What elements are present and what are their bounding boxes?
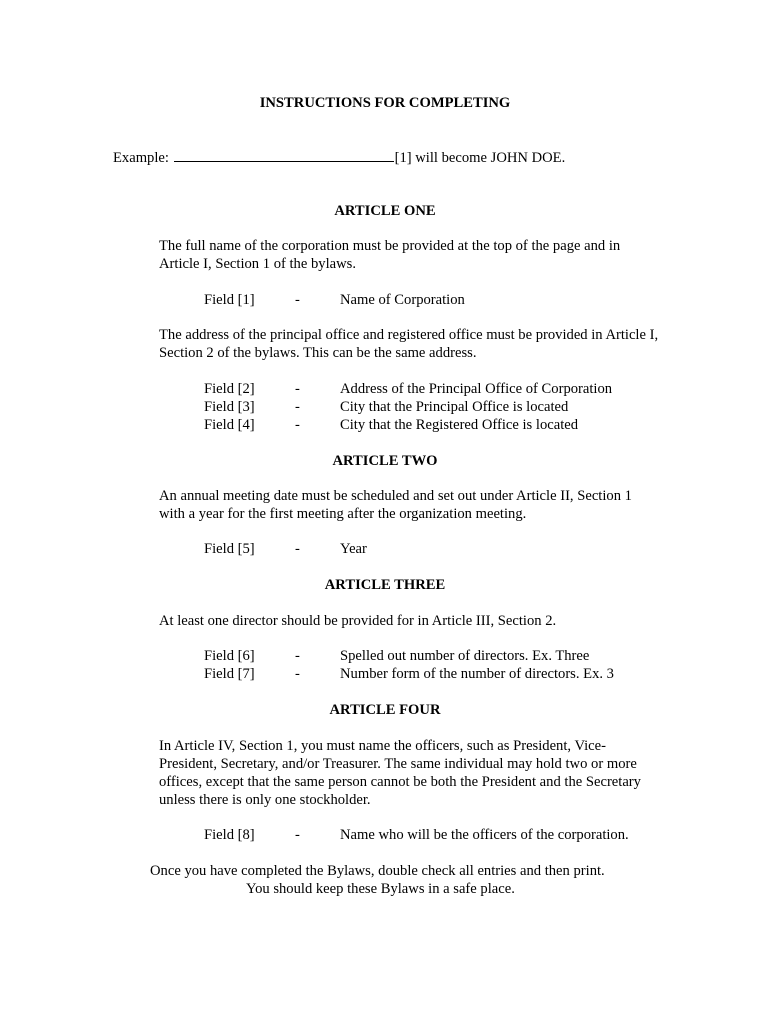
field-dash: -	[295, 417, 300, 433]
article-four-heading: ARTICLE FOUR	[329, 702, 441, 718]
field-description: City that the Principal Office is located	[340, 399, 569, 415]
document-title: INSTRUCTIONS FOR COMPLETING	[259, 95, 511, 111]
example-suffix: [1] will become JOHN DOE.	[394, 150, 566, 166]
field-dash: -	[295, 648, 300, 664]
field-description: Name who will be the officers of the corporation.	[340, 827, 629, 843]
field-label: Field [6]	[204, 648, 255, 664]
field-label: Field [7]	[204, 666, 255, 682]
field-dash: -	[295, 292, 300, 308]
field-description: Number form of the number of directors. Ex. 3	[340, 666, 614, 682]
field-description: Address of the Principal Office of Corporation	[340, 381, 613, 397]
article-one-paragraph-1: The full name of the corporation must be provided at the top of the page and in Article I, Section 1 of the bylaws.	[159, 238, 621, 272]
field-description: Name of Corporation	[340, 292, 465, 308]
field-label: Field [4]	[204, 417, 255, 433]
field-description: Spelled out number of directors. Ex. Three	[340, 648, 590, 664]
article-four-paragraph: In Article IV, Section 1, you must name the officers, such as President, Vice-President, Secretary, and/or Treasurer. The same individual may hold two or more offices, except that the same person cannot be both the President and the Secretary unless there is only one stockholder.	[159, 738, 641, 808]
field-description: City that the Registered Office is located	[340, 417, 579, 433]
closing-line-2: You should keep these Bylaws in a safe place.	[246, 881, 515, 897]
field-dash: -	[295, 381, 300, 397]
field-label: Field [3]	[204, 399, 255, 415]
field-dash: -	[295, 399, 300, 415]
example-prefix: Example:	[113, 150, 169, 166]
article-one-heading: ARTICLE ONE	[334, 203, 436, 219]
article-three-heading: ARTICLE THREE	[324, 577, 446, 593]
article-two-heading: ARTICLE TWO	[332, 453, 438, 469]
article-three-paragraph: At least one director should be provided for in Article III, Section 2.	[159, 613, 557, 629]
field-label: Field [8]	[204, 827, 255, 843]
example-blank-line	[174, 147, 394, 162]
field-dash: -	[295, 666, 300, 682]
field-dash: -	[295, 541, 300, 557]
field-label: Field [2]	[204, 381, 255, 397]
field-dash: -	[295, 827, 300, 843]
article-one-paragraph-2: The address of the principal office and registered office must be provided in Article I, Section 2 of the bylaws. This can be the same address.	[159, 327, 659, 361]
field-description: Year	[340, 541, 367, 557]
example-line	[113, 147, 565, 167]
closing-line-1: Once you have completed the Bylaws, double check all entries and then print.	[150, 863, 605, 879]
field-label: Field [1]	[204, 292, 255, 308]
field-label: Field [5]	[204, 541, 255, 557]
article-two-paragraph: An annual meeting date must be scheduled and set out under Article II, Section 1 with a year for the first meeting after the organization meeting.	[159, 488, 632, 522]
